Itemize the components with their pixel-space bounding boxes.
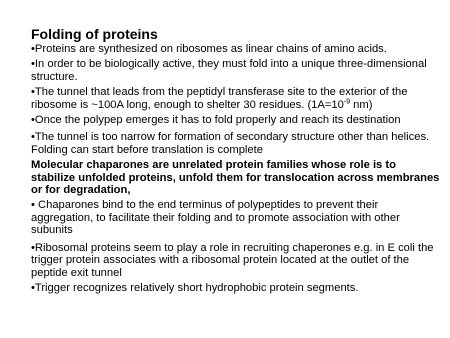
paragraph-destination: •Once the polypep emerges it has to fold properly and reach its destination: [31, 114, 401, 127]
exponent-superscript: -9: [343, 97, 351, 105]
paragraph-chaperones-definition: Molecular chaparones are unrelated protein families whose role is to stabilize unfolded proteins, unfold them for translocation across membranes or for degradation,: [31, 159, 440, 197]
paragraph-chaperones-bind: • Chaparones bind to the end terminus of polypeptides to prevent their aggregation, to facilitate their folding and to promote association with other subunits: [31, 199, 400, 237]
paragraph-synthesis: •Proteins are synthesized on ribosomes as linear chains of amino acids.: [31, 43, 387, 55]
paragraph-fold-structure: •In order to be biologically active, they must fold into a unique three-dimensional structure.: [31, 58, 427, 83]
slide-title: Folding of proteins: [31, 26, 158, 42]
tunnel-length-text: •The tunnel that leads from the peptidyl transferase site to the exterior of the ribosome is ~100A long, enough to shelter 30 residues. (1A=10: [31, 86, 408, 111]
paragraph-trigger: •Trigger recognizes relatively short hydrophobic protein segments.: [31, 281, 359, 294]
paragraph-ribosomal-proteins: •Ribosomal proteins seem to play a role in recruiting chaperones e.g. in E coli the trigger protein associates with a ribosomal protein located at the outlet of the peptide exit tunnel: [31, 241, 434, 279]
slide-content: [31, 26, 441, 294]
tunnel-length-unit: nm): [350, 98, 373, 111]
paragraph-tunnel-narrow: •The tunnel is too narrow for formation of secondary structure other than helices. Folding can start before translation is complete: [31, 131, 430, 156]
paragraph-tunnel-length: [31, 86, 441, 111]
